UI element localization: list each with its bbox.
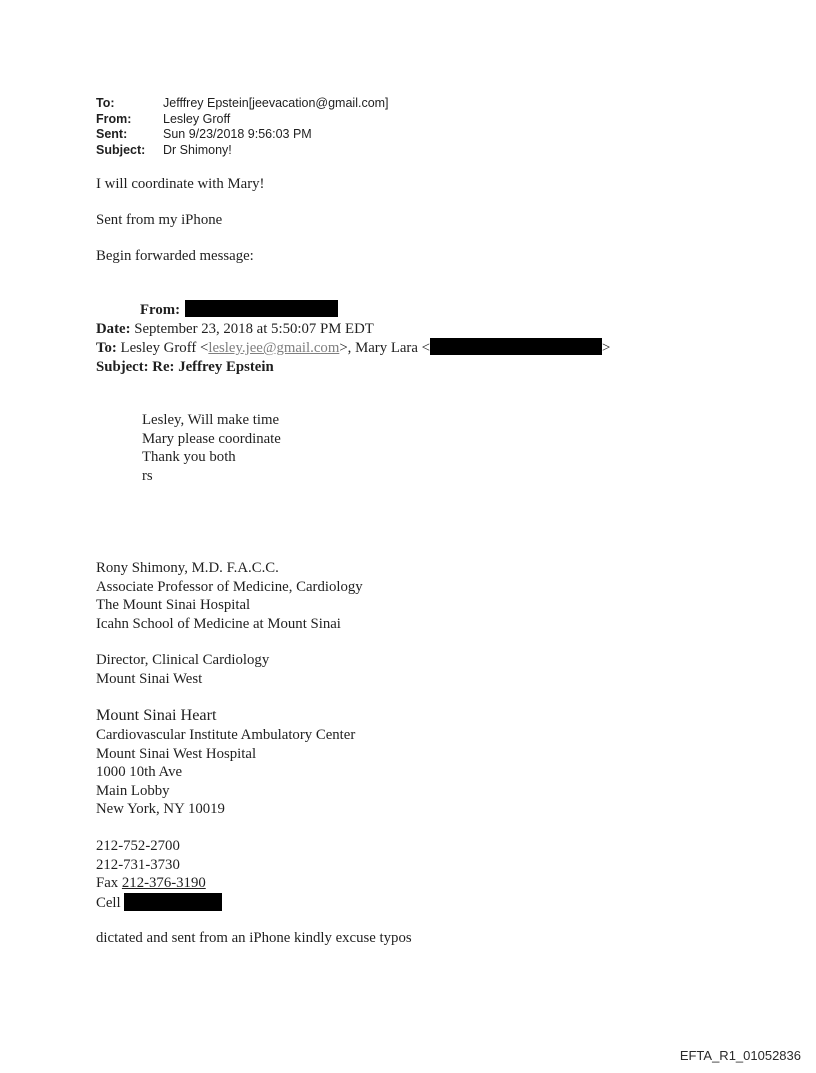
phone-number: 212-731-3730 — [96, 856, 180, 873]
sent-label: Sent: — [96, 127, 128, 142]
sig-heart-title: Mount Sinai Heart — [96, 706, 217, 724]
sig-line: Main Lobby — [96, 782, 170, 799]
phone-number: 212-752-2700 — [96, 838, 180, 854]
reply-line: rs — [142, 467, 153, 484]
reply-line: Lesley, Will make time — [142, 412, 280, 428]
signature-phones — [96, 837, 222, 912]
header-to-row — [96, 96, 389, 112]
forwarded-to-label: To: — [96, 340, 117, 357]
forwarded-date-value: September 23, 2018 at 5:50:07 PM EDT — [130, 320, 374, 337]
redaction-bar-cell — [124, 893, 222, 911]
signature-address — [96, 704, 355, 819]
subject-value: Dr Shimony! — [163, 142, 232, 157]
reply-line: Mary please coordinate — [142, 430, 281, 447]
signature-director — [96, 651, 269, 688]
body-line-sent-from-iphone: Sent from my iPhone — [96, 212, 223, 228]
from-label: From: — [96, 111, 132, 126]
fax-label: Fax — [96, 875, 122, 892]
fax-line — [96, 874, 222, 893]
header-subject-row — [96, 143, 389, 159]
forwarded-to-suffix: > — [601, 340, 611, 357]
forwarded-date-line — [96, 320, 610, 339]
sig-line: New York, NY 10019 — [96, 801, 225, 818]
forwarded-from-label: From: — [140, 302, 180, 318]
reply-body — [142, 411, 281, 485]
redaction-bar-from — [185, 300, 338, 317]
sig-line: Director, Clinical Cardiology — [96, 652, 270, 668]
closing-line: dictated and sent from an iPhone kindly excuse typos — [96, 930, 412, 946]
body-line-coordinate: I will coordinate with Mary! — [96, 176, 265, 192]
sig-line: 1000 10th Ave — [96, 764, 183, 781]
forwarded-to-mid: >, Mary Lara < — [339, 340, 430, 357]
forwarded-to-prefix: Lesley Groff < — [116, 340, 209, 357]
forwarded-subject-line — [96, 358, 610, 377]
bates-number: EFTA_R1_01052836 — [679, 1048, 801, 1063]
header-sent-row — [96, 127, 389, 143]
forwarded-header — [96, 300, 610, 376]
sig-line: Mount Sinai West Hospital — [96, 745, 257, 762]
sig-line: Associate Professor of Medicine, Cardiology — [96, 578, 363, 595]
sig-line: Rony Shimony, M.D. F.A.C.C. — [96, 560, 279, 576]
sig-line: The Mount Sinai Hospital — [96, 597, 251, 614]
header-from-row — [96, 112, 389, 128]
forwarded-subject-label: Subject: — [96, 358, 149, 375]
sig-line: Mount Sinai West — [96, 670, 203, 687]
cell-label: Cell — [96, 894, 121, 911]
body-line-begin-forwarded: Begin forwarded message: — [96, 248, 254, 264]
email-link[interactable]: lesley.jee@gmail.com — [208, 340, 340, 357]
sig-line: Cardiovascular Institute Ambulatory Center — [96, 727, 356, 743]
reply-line: Thank you both — [142, 449, 236, 466]
to-value: Jefffrey Epstein[jeevacation@gmail.com] — [163, 96, 389, 110]
forwarded-subject-value: Re: Jeffrey Epstein — [148, 358, 274, 375]
sent-value: Sun 9/23/2018 9:56:03 PM — [163, 127, 312, 142]
from-value: Lesley Groff — [163, 111, 231, 126]
signature-titles — [96, 559, 363, 633]
redaction-bar-mary — [430, 338, 602, 355]
subject-label: Subject: — [96, 142, 146, 157]
sig-line: Icahn School of Medicine at Mount Sinai — [96, 615, 341, 632]
to-label: To: — [96, 96, 115, 110]
email-header — [96, 96, 389, 158]
cell-line — [96, 893, 222, 913]
forwarded-to-line — [96, 338, 610, 358]
forwarded-date-label: Date: — [96, 320, 131, 337]
fax-number-link[interactable]: 212-376-3190 — [121, 875, 206, 892]
forwarded-from-line — [96, 300, 610, 320]
